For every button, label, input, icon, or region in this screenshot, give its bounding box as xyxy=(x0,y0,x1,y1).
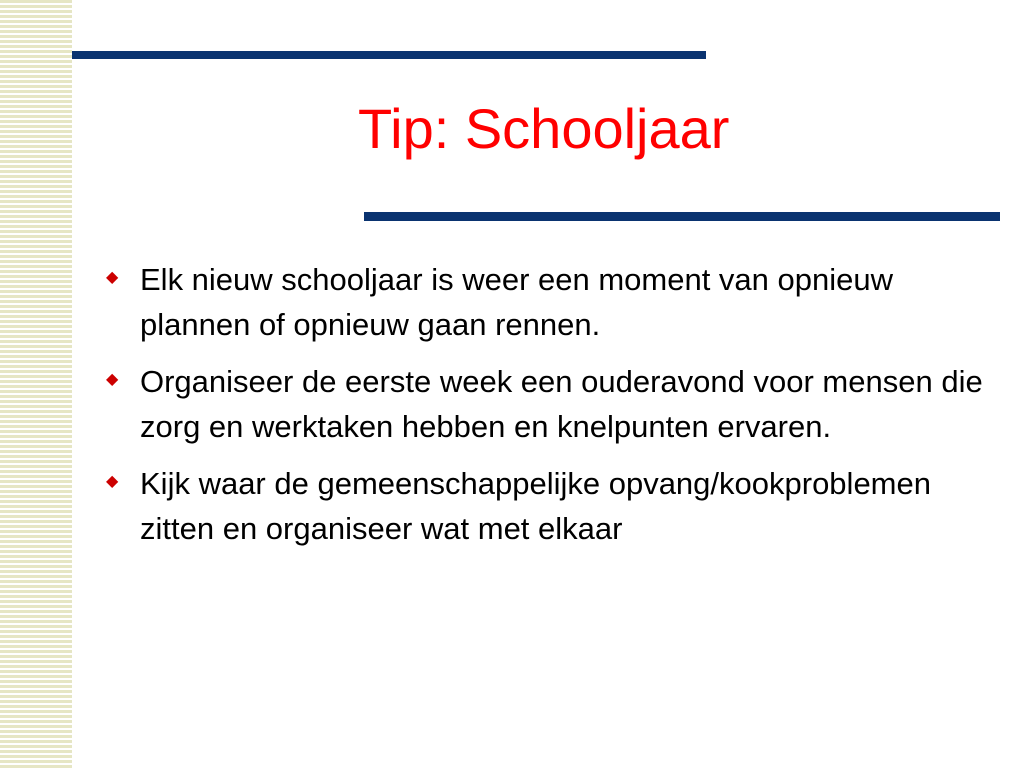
diamond-bullet-icon: ◆ xyxy=(106,473,119,490)
bullet-text: Elk nieuw schooljaar is weer een moment van opnieuw plannen of opnieuw gaan rennen. xyxy=(140,262,894,342)
bullet-item xyxy=(104,359,984,449)
title-rule-top xyxy=(72,51,706,59)
bullet-item xyxy=(104,257,984,347)
decorative-side-stripe xyxy=(0,0,72,768)
diamond-bullet-icon: ◆ xyxy=(106,371,119,388)
bullet-list xyxy=(104,257,984,563)
bullet-text: Kijk waar de gemeenschappelijke opvang/kookproblemen zitten en organiseer wat met elkaar xyxy=(140,466,931,546)
bullet-item xyxy=(104,461,984,551)
bullet-text: Organiseer de eerste week een ouderavond voor mensen die zorg en werktaken hebben en knelpunten ervaren. xyxy=(140,364,983,444)
title-rule-bottom xyxy=(364,212,1000,221)
diamond-bullet-icon: ◆ xyxy=(106,269,119,286)
slide-title: Tip: Schooljaar xyxy=(358,97,730,160)
